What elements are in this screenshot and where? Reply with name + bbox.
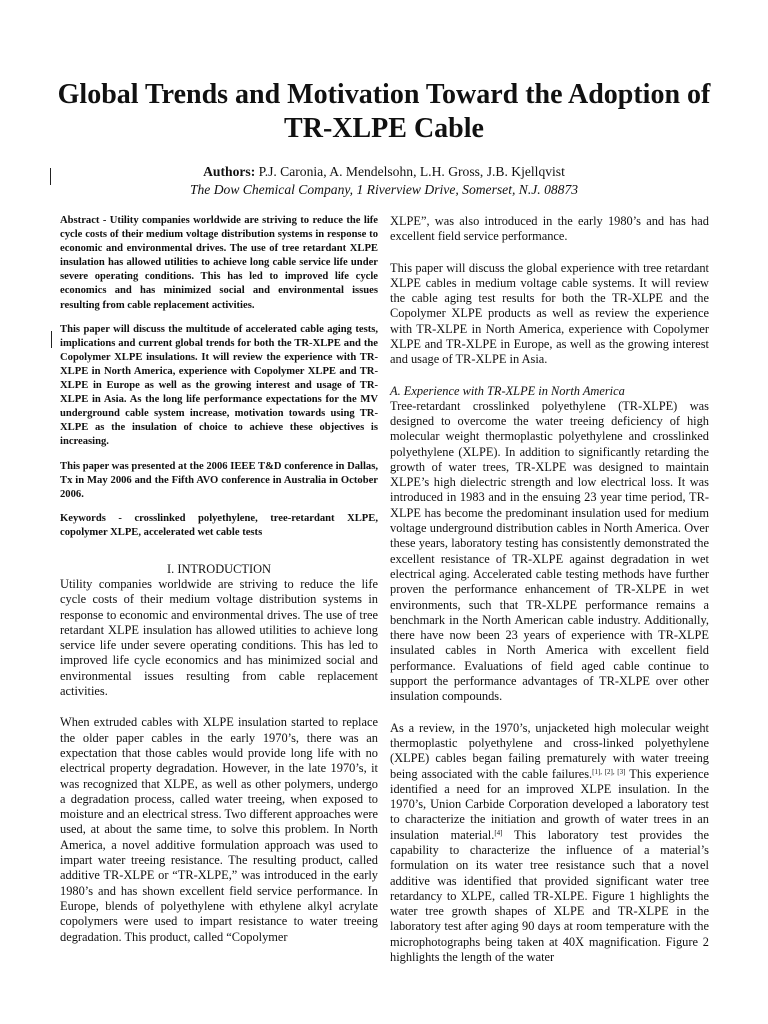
paper-title: Global Trends and Motivation Toward the Adoption of TR-XLPE Cable bbox=[57, 79, 711, 144]
body-text: This laboratory test provides the capability to characterize the influence of a material’s formulation on its water tree resistance such that a novel additive was identified that provided significant water tree retardancy to XLPE, called TR-XLPE. Figure 1 highlights the water tree growth shapes of XLPE and TR-XLPE in the laboratory test after aging 90 days at room temperature with the microphotographs being taken at 40X magnification. Figure 2 highlights the length of the water bbox=[390, 827, 709, 965]
presentation-note: This paper was presented at the 2006 IEEE T&D conference in Dallas, Tx in May 2006 and the Fifth AVO conference in Australia in October 2006. bbox=[60, 460, 378, 500]
body-paragraph bbox=[390, 721, 709, 966]
section-heading-introduction: I. INTRODUCTION bbox=[167, 561, 271, 576]
body-text: As a review, in the 1970’s, unjacketed high molecular weight thermoplastic polyethylene and cross-linked polyethylene (XLPE) cables began failing prematurely with water treeing being associated with the cable failures. bbox=[390, 720, 709, 781]
body-paragraph: Utility companies worldwide are striving to reduce the life cycle costs of their medium voltage distribution systems in response to economic and environmental drives. The use of tree retardant XLPE insulation has allowed utilities to achieve long service life under severe operating conditions. This has led to improved life cycle economics and has minimized social and environmental issues resulting from cable replacement activities. bbox=[60, 576, 378, 699]
body-paragraph: This paper will discuss the global experience with tree retardant XLPE cables in medium voltage cable systems. It will review the cable aging test results for both the TR-XLPE and the Copolymer XLPE products as well as review the experience with TR-XLPE in North America, experience with Copolymer XLPE and TR-XLPE in Europe, as well as the growing interest and usage of TR-XLPE in Asia. bbox=[390, 260, 709, 367]
right-column bbox=[390, 214, 709, 981]
authors-label: Authors: bbox=[203, 164, 256, 179]
body-paragraph: Tree-retardant crosslinked polyethylene (TR-XLPE) was designed to overcome the water treeing deficiency of high molecular weight thermoplastic polyethylene and crosslinked polyethylene (XLPE). In addition to significantly retarding the growth of water trees, TR-XLPE was designed to maintain XLPE’s high dielectric strength and low electrical loss. It was introduced in 1983 and in the ensuing 23 year time period, TR-XLPE has become the predominant insulation used for medium voltage underground distribution cables in North America. Over these years, laboratory testing has consistently demonstrated the excellent resistance of TR-XLPE against degradation in wet electrical aging. Accelerated cable testing methods have further proven the performance enhancement of TR-XLPE in wet environments, such that TR-XLPE performance remains a benchmark in the North American cable industry. Additionally, there have now been 23 years of experience with TR-XLPE insulated cables in North America with excellent field performance. Evaluations of field aged cable continue to support the performance advantages of TR-XLPE over other insulation compounds. bbox=[390, 398, 709, 704]
authors-names: P.J. Caronia, A. Mendelsohn, L.H. Gross, J.B. Kjellqvist bbox=[258, 164, 565, 179]
authors-line bbox=[40, 163, 728, 181]
subsection-heading: A. Experience with TR-XLPE in North America bbox=[390, 383, 625, 398]
body-paragraph: XLPE”, was also introduced in the early 1980’s and has had excellent field service performance. bbox=[390, 214, 709, 244]
affiliation: The Dow Chemical Company, 1 Riverview Drive, Somerset, N.J. 08873 bbox=[189, 182, 579, 197]
keywords: Keywords - crosslinked polyethylene, tree-retardant XLPE, copolymer XLPE, accelerated wet cable tests bbox=[60, 512, 378, 538]
citation-ref: [1], [2], [3] bbox=[592, 767, 626, 776]
revision-bar-authors bbox=[50, 168, 51, 185]
body-paragraph: When extruded cables with XLPE insulation started to replace the older paper cables in the early 1970’s, there was an expectation that those cables would provide long life with no electrical property degradation. However, in the late 1970’s, it was recognized that XLPE, as well as other polymers, undergo a degradation process, called water treeing, when exposed to moisture and an electrical stress. Two different approaches were used, at about the same time, to solve this problem. In North America, a novel additive formulation approach was used to impart water treeing resistance. The resulting product, called additive TR-XLPE or “TR-XLPE,” was introduced in the early 1980’s and has shown excellent field service performance. In Europe, blends of polyethylene with ethylene alkyl acrylate copolymers were used to impart resistance to water treeing degradation. This product, called “Copolymer bbox=[60, 715, 378, 944]
citation-ref: [4] bbox=[494, 828, 503, 837]
left-column bbox=[60, 214, 378, 961]
body-text: This experience identified a need for an improved XLPE insulation. In the 1970’s, Union Carbide Corporation developed a laboratory test to characterize the initiation and growth of water trees in an insulation material. bbox=[390, 766, 709, 842]
revision-bar-abstract bbox=[51, 331, 52, 348]
abstract-paragraph: This paper will discuss the multitude of accelerated cable aging tests, implications and current global trends for both the TR-XLPE and the Copolymer XLPE insulations. It will review the experience with TR-XLPE in North America, experience with Copolymer XLPE and TR-XLPE in Europe as well as the growing interest and usage of TR-XLPE in Asia. As the long life performance expectations for the MV underground cable system increase, motivation towards using TR-XLPE as the insulation of choice to achieve these objectives is increasing. bbox=[60, 323, 378, 448]
abstract-paragraph: Abstract - Utility companies worldwide are striving to reduce the life cycle costs of their medium voltage distribution systems in response to economic and environmental drives. The use of tree retardant XLPE insulation has allowed utilities to achieve long cable service life under severe operating conditions. This has led to improved life cycle economics and has minimized social and environmental issues resulting from cable replacement activities. bbox=[60, 215, 378, 311]
